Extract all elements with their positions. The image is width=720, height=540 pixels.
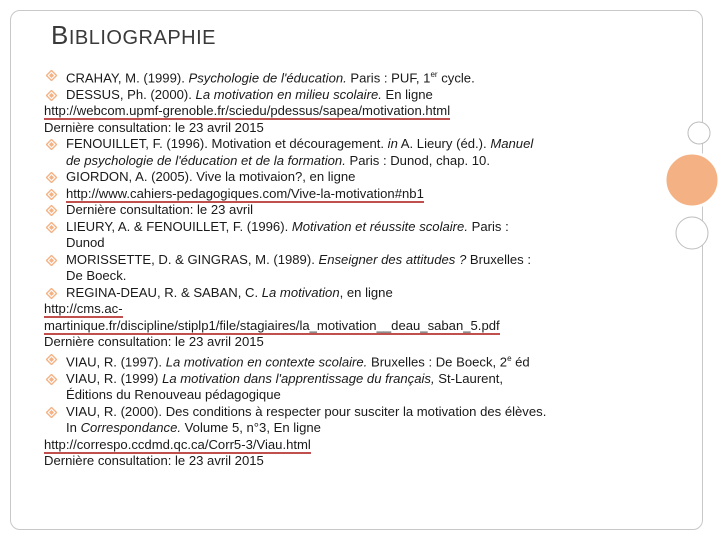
bibliography-list [44, 67, 629, 470]
diamond-bullet-icon [46, 354, 57, 365]
list-item [44, 186, 629, 203]
list-item: LIEURY, A. & FENOUILLET, F. (1996). Motivation et réussite scolaire. Paris : Dunod [44, 219, 629, 252]
diamond-bullet-icon [46, 222, 57, 233]
consultation-date: Dernière consultation: le 23 avril 2015 [44, 119, 264, 135]
diamond-bullet-icon [46, 70, 57, 81]
diamond-bullet-icon [46, 374, 57, 385]
consultation-date: Dernière consultation: le 23 avril 2015 [44, 334, 264, 350]
list-item: VIAU, R. (1999) La motivation dans l'apprentissage du français, St-Laurent, Éditions du Renouveau pédagogique [44, 371, 629, 404]
diamond-bullet-icon [46, 189, 57, 200]
diamond-bullet-icon [46, 205, 57, 216]
list-item: MORISSETTE, D. & GINGRAS, M. (1989). Enseigner des attitudes ? Bruxelles : De Boeck. [44, 252, 629, 285]
list-item: Dernière consultation: le 23 avril [44, 202, 629, 219]
reference-link-part1[interactable]: http://cms.ac- [44, 301, 123, 317]
consultation-date: Dernière consultation: le 23 avril 2015 [44, 453, 264, 469]
list-item: FENOUILLET, F. (1996). Motivation et découragement. in A. Lieury (éd.). Manuel de psychologie de l'éducation et de la formation. Paris : Dunod, chap. 10. [44, 136, 629, 169]
list-item: VIAU, R. (1997). La motivation en contexte scolaire. Bruxelles : De Boeck, 2e éd [44, 351, 629, 371]
diamond-bullet-icon [46, 172, 57, 183]
reference-link[interactable]: http://webcom.upmf-grenoble.fr/sciedu/pdessus/sapea/motivation.html [44, 103, 451, 119]
diamond-bullet-icon [46, 255, 57, 266]
diamond-bullet-icon [46, 407, 57, 418]
list-item: VIAU, R. (2000). Des conditions à respecter pour susciter la motivation des élèves. In Correspondance. Volume 5, n°3, En ligne [44, 404, 629, 437]
list-item: CRAHAY, M. (1999). Psychologie de l'éducation. Paris : PUF, 1er cycle. [44, 67, 629, 87]
list-item [44, 437, 629, 454]
reference-link-part2[interactable]: martinique.fr/discipline/stiplp1/file/stagiaires/la_motivation__deau_saban_5.pdf [44, 317, 500, 333]
diamond-bullet-icon [46, 139, 57, 150]
diamond-bullet-icon [46, 288, 57, 299]
diamond-bullet-icon [46, 90, 57, 101]
list-item: REGINA-DEAU, R. & SABAN, C. La motivation, en ligne [44, 285, 629, 302]
list-item: DESSUS, Ph. (2000). La motivation en milieu scolaire. En ligne [44, 87, 629, 104]
reference-link[interactable]: http://correspo.ccdmd.qc.ca/Corr5-3/Viau.html [44, 436, 311, 452]
slide-title: BIBLIOGRAPHIE [51, 20, 216, 50]
list-item [44, 301, 629, 334]
list-item [44, 103, 629, 120]
reference-link[interactable]: http://www.cahiers-pedagogiques.com/Vive-la-motivation#nb1 [66, 185, 424, 201]
list-item: GIORDON, A. (2005). Vive la motivaion?, en ligne [44, 169, 629, 186]
